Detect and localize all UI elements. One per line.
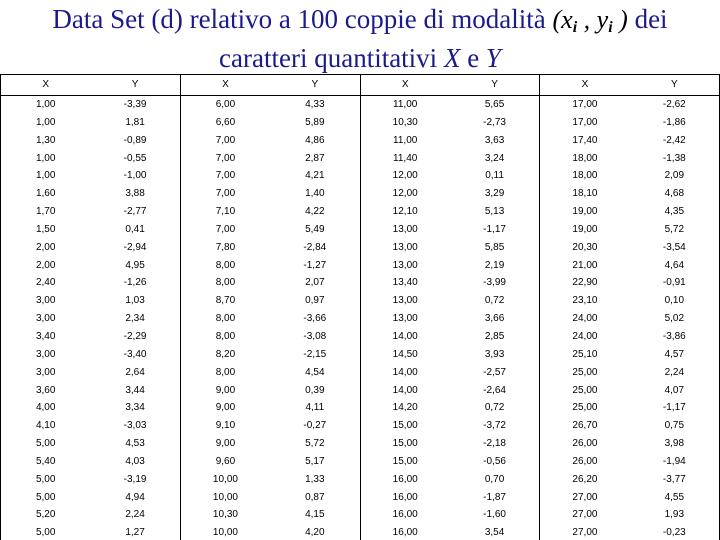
table-cell: 5,20 — [1, 506, 91, 524]
table-cell: 3,63 — [450, 132, 540, 150]
table-cell: 3,93 — [450, 346, 540, 364]
table-cell: 3,34 — [90, 399, 180, 417]
table-cell: -3,86 — [630, 328, 720, 346]
table-cell: 3,66 — [450, 310, 540, 328]
table-cell: 3,00 — [1, 292, 91, 310]
table-cell: 3,40 — [1, 328, 91, 346]
table-cell: -3,77 — [630, 471, 720, 489]
table-cell: -3,19 — [90, 471, 180, 489]
table-cell: 1,30 — [1, 132, 91, 150]
table-cell: 15,00 — [392, 438, 418, 450]
table-cell: 5,49 — [270, 221, 360, 239]
table-cell: 1,03 — [90, 292, 180, 310]
table-cell: 7,00 — [215, 170, 236, 182]
table-cell: 2,85 — [450, 328, 540, 346]
table-cell: 4,00 — [1, 399, 91, 417]
table-header-row — [1, 75, 720, 96]
table-cell: 4,94 — [90, 489, 180, 507]
math-mid: , y — [577, 5, 609, 34]
table-cell: -2,64 — [450, 382, 540, 400]
table-cell: 14,50 — [392, 348, 418, 360]
table-cell: 13,40 — [392, 277, 418, 289]
table-cell: -3,54 — [630, 239, 720, 257]
table-cell: -3,72 — [450, 417, 540, 435]
table-cell: -0,55 — [90, 150, 180, 168]
title-math — [553, 5, 628, 34]
table-cell: 4,54 — [270, 364, 360, 382]
table-cell: 4,07 — [630, 382, 720, 400]
table-cell: -2,57 — [450, 364, 540, 382]
table-cell: 14,00 — [392, 384, 418, 396]
table-cell: 1,27 — [90, 524, 180, 540]
table-cell: -2,15 — [270, 346, 360, 364]
table-cell: 14,00 — [392, 366, 418, 378]
column-header: Y — [450, 75, 540, 96]
table-cell: 0,39 — [270, 382, 360, 400]
table-row — [1, 471, 720, 489]
table-cell: 1,33 — [270, 471, 360, 489]
table-cell: 5,65 — [450, 96, 540, 114]
title-text: e — [460, 43, 486, 73]
table-cell: 25,10 — [572, 348, 598, 360]
table-cell: 26,70 — [572, 420, 598, 432]
title-text: dei — [627, 4, 668, 34]
table-cell: 17,00 — [572, 99, 598, 110]
table-cell: 17,40 — [572, 134, 598, 146]
table-cell: 7,00 — [215, 134, 236, 146]
table-cell: 5,00 — [1, 489, 91, 507]
table-cell: 27,00 — [572, 509, 598, 521]
table-row — [1, 310, 720, 328]
table-cell: 0,11 — [450, 167, 540, 185]
column-header: Y — [270, 75, 360, 96]
table-cell: 5,02 — [630, 310, 720, 328]
table-cell: -3,66 — [270, 310, 360, 328]
table-cell: 10,30 — [212, 509, 238, 521]
table-cell: 16,00 — [392, 491, 418, 503]
table-cell: 8,00 — [215, 259, 236, 271]
table-row — [1, 489, 720, 507]
title-line-2 — [0, 43, 720, 74]
table-cell: 1,40 — [270, 185, 360, 203]
title-var-y: Y — [485, 43, 501, 73]
table-cell: 2,09 — [630, 167, 720, 185]
table-cell: -2,73 — [450, 114, 540, 132]
table-cell: -2,29 — [90, 328, 180, 346]
table-cell: -2,94 — [90, 239, 180, 257]
table-cell: 3,24 — [450, 150, 540, 168]
table-cell: -1,00 — [90, 167, 180, 185]
table-row — [1, 382, 720, 400]
table-cell: 1,00 — [1, 167, 91, 185]
table-row — [1, 185, 720, 203]
table-row — [1, 150, 720, 168]
table-cell: 9,60 — [215, 455, 236, 467]
table-row — [1, 435, 720, 453]
math-close: ) — [612, 5, 628, 34]
table-cell: 7,00 — [215, 223, 236, 235]
title-line-1 — [0, 4, 720, 43]
table-cell: 8,70 — [215, 295, 236, 307]
table-cell: 1,70 — [1, 203, 91, 221]
table-cell: 5,72 — [270, 435, 360, 453]
table-row — [1, 346, 720, 364]
table-cell: 0,70 — [450, 471, 540, 489]
table-cell: 11,00 — [393, 134, 418, 146]
column-header: X — [1, 75, 91, 96]
table-row — [1, 328, 720, 346]
table-cell: 0,97 — [270, 292, 360, 310]
table-cell: 5,13 — [450, 203, 540, 221]
table-cell: 3,00 — [1, 346, 91, 364]
table-cell: 7,10 — [215, 206, 236, 218]
column-header: X — [540, 75, 630, 96]
table-cell: 5,72 — [630, 221, 720, 239]
table-cell: 0,72 — [450, 399, 540, 417]
table-cell: 16,00 — [392, 509, 418, 521]
table-row — [1, 167, 720, 185]
table-cell: -2,84 — [270, 239, 360, 257]
table-cell: 2,24 — [630, 364, 720, 382]
table-cell: 15,00 — [392, 455, 418, 467]
table-cell: 3,44 — [90, 382, 180, 400]
table-cell: 4,55 — [630, 489, 720, 507]
table-cell: 4,86 — [270, 132, 360, 150]
table-cell: 8,00 — [215, 313, 236, 325]
table-cell: 13,00 — [392, 313, 418, 325]
table-row — [1, 292, 720, 310]
table-cell: -2,42 — [630, 132, 720, 150]
table-cell: 2,64 — [90, 364, 180, 382]
table-cell: 10,00 — [212, 527, 238, 539]
table-cell: 4,64 — [630, 257, 720, 275]
math-subscript: i — [572, 19, 578, 36]
table-cell: 18,00 — [572, 152, 598, 164]
table-cell: 4,10 — [1, 417, 91, 435]
table-row — [1, 399, 720, 417]
table-cell: -3,39 — [90, 96, 180, 114]
table-cell: 2,00 — [1, 239, 91, 257]
table-cell: 4,35 — [630, 203, 720, 221]
table-cell: -1,17 — [450, 221, 540, 239]
table-cell: -0,91 — [630, 274, 720, 292]
column-header: Y — [90, 75, 180, 96]
table-cell: 4,22 — [270, 203, 360, 221]
table-row — [1, 506, 720, 524]
table-cell: 11,00 — [393, 99, 418, 110]
table-cell: 26,20 — [572, 473, 598, 485]
table-cell: 4,20 — [270, 524, 360, 540]
table-cell: 2,24 — [90, 506, 180, 524]
table-cell: -0,56 — [450, 453, 540, 471]
table-cell: 8,00 — [215, 277, 236, 289]
table-cell: -1,27 — [270, 257, 360, 275]
table-cell: 9,00 — [215, 384, 236, 396]
table-cell: 5,85 — [450, 239, 540, 257]
table-cell: 1,50 — [1, 221, 91, 239]
table-cell: 8,00 — [215, 366, 236, 378]
table-cell: 13,00 — [392, 295, 418, 307]
table-cell: 2,34 — [90, 310, 180, 328]
table-cell: 3,88 — [90, 185, 180, 203]
table-cell: 14,00 — [392, 330, 418, 342]
table-cell: 4,57 — [630, 346, 720, 364]
math-open: (x — [552, 5, 573, 34]
table-cell: 10,30 — [392, 116, 418, 128]
table-cell: 10,00 — [212, 473, 238, 485]
table-cell: 1,93 — [630, 506, 720, 524]
table-cell: 13,00 — [392, 241, 418, 253]
table-row — [1, 417, 720, 435]
table-row — [1, 221, 720, 239]
table-row — [1, 274, 720, 292]
table-cell: 3,54 — [450, 524, 540, 540]
table-row — [1, 239, 720, 257]
table-cell: 4,95 — [90, 257, 180, 275]
table-cell: 1,00 — [1, 150, 91, 168]
table-row — [1, 364, 720, 382]
table-cell: 24,00 — [572, 330, 598, 342]
table-row — [1, 114, 720, 132]
data-table — [0, 74, 720, 540]
table-cell: 3,00 — [1, 310, 91, 328]
table-cell: 2,00 — [1, 257, 91, 275]
table-cell: 9,10 — [215, 420, 236, 432]
table-row — [1, 524, 720, 540]
table-row — [1, 453, 720, 471]
table-cell: 12,00 — [392, 170, 418, 182]
table-cell: -1,87 — [450, 489, 540, 507]
table-cell: 0,87 — [270, 489, 360, 507]
table-cell: 7,80 — [215, 241, 236, 253]
table-cell: 4,03 — [90, 453, 180, 471]
table-cell: 4,21 — [270, 167, 360, 185]
table-cell: -1,38 — [630, 150, 720, 168]
table-cell: 1,81 — [90, 114, 180, 132]
table-cell: 15,00 — [392, 420, 418, 432]
table-cell: 4,11 — [270, 399, 360, 417]
table-row — [1, 203, 720, 221]
table-cell: 6,60 — [215, 116, 236, 128]
table-cell: 18,10 — [572, 188, 598, 200]
table-cell: 5,00 — [1, 435, 91, 453]
table-cell: 1,00 — [1, 96, 91, 114]
table-cell: -1,86 — [630, 114, 720, 132]
table-cell: 26,00 — [572, 455, 598, 467]
table-cell: 27,00 — [572, 491, 598, 503]
table-cell: 11,40 — [393, 152, 418, 164]
title-var-x: X — [443, 43, 461, 73]
table-cell: 7,00 — [215, 152, 236, 164]
table-cell: 0,10 — [630, 292, 720, 310]
title-text: Data Set (d) relativo a 100 coppie di modalità — [52, 4, 553, 34]
table-body — [1, 96, 720, 540]
table-cell: 6,00 — [215, 99, 236, 110]
table-cell: 14,20 — [392, 402, 418, 414]
table-cell: 26,00 — [572, 438, 598, 450]
table-cell: -3,40 — [90, 346, 180, 364]
table-cell: 2,19 — [450, 257, 540, 275]
data-table-container — [0, 74, 720, 540]
table-cell: -2,62 — [630, 96, 720, 114]
table-cell: 22,90 — [572, 277, 598, 289]
table-cell: 0,75 — [630, 417, 720, 435]
table-cell: 13,00 — [392, 223, 418, 235]
column-header: X — [180, 75, 270, 96]
table-cell: 3,98 — [630, 435, 720, 453]
table-row — [1, 96, 720, 114]
table-cell: 0,72 — [450, 292, 540, 310]
table-cell: 21,00 — [572, 259, 598, 271]
table-cell: -0,27 — [270, 417, 360, 435]
table-cell: 13,00 — [392, 259, 418, 271]
table-cell: 12,10 — [392, 206, 418, 218]
table-cell: 3,29 — [450, 185, 540, 203]
table-cell: -3,99 — [450, 274, 540, 292]
table-cell: 7,00 — [215, 188, 236, 200]
table-cell: -1,94 — [630, 453, 720, 471]
table-cell: 9,00 — [215, 402, 236, 414]
math-subscript: i — [608, 19, 613, 36]
table-cell: 10,00 — [212, 491, 238, 503]
table-cell: 9,00 — [215, 438, 236, 450]
table-cell: 4,33 — [270, 96, 360, 114]
table-cell: -1,60 — [450, 506, 540, 524]
table-cell: 5,00 — [1, 471, 91, 489]
table-cell: -2,77 — [90, 203, 180, 221]
table-cell: -0,23 — [630, 524, 720, 540]
table-row — [1, 132, 720, 150]
table-cell: 2,87 — [270, 150, 360, 168]
table-cell: 1,60 — [1, 185, 91, 203]
table-cell: 4,53 — [90, 435, 180, 453]
table-cell: 0,41 — [90, 221, 180, 239]
table-cell: 5,89 — [270, 114, 360, 132]
table-cell: 17,00 — [572, 116, 598, 128]
table-cell: 1,00 — [1, 114, 91, 132]
table-cell: 16,00 — [392, 527, 418, 539]
column-header: X — [360, 75, 450, 96]
table-cell: -3,08 — [270, 328, 360, 346]
table-cell: 2,40 — [1, 274, 91, 292]
table-cell: -2,18 — [450, 435, 540, 453]
title-text: caratteri quantitativi — [219, 43, 444, 73]
table-cell: 19,00 — [572, 206, 598, 218]
table-cell: -0,89 — [90, 132, 180, 150]
table-cell: 3,00 — [1, 364, 91, 382]
table-cell: 5,00 — [1, 524, 91, 540]
column-header: Y — [630, 75, 720, 96]
table-cell: 16,00 — [392, 473, 418, 485]
table-cell: -1,26 — [90, 274, 180, 292]
table-cell: 3,60 — [1, 382, 91, 400]
table-cell: 8,00 — [215, 330, 236, 342]
table-cell: 18,00 — [572, 170, 598, 182]
table-cell: 8,20 — [215, 348, 236, 360]
table-cell: 19,00 — [572, 223, 598, 235]
table-cell: 5,17 — [270, 453, 360, 471]
table-cell: 5,40 — [1, 453, 91, 471]
table-cell: -3,03 — [90, 417, 180, 435]
table-cell: -1,17 — [630, 399, 720, 417]
table-cell: 25,00 — [572, 366, 598, 378]
page-title — [0, 4, 720, 74]
table-cell: 24,00 — [572, 313, 598, 325]
table-cell: 4,15 — [270, 506, 360, 524]
table-row — [1, 257, 720, 275]
table-cell: 27,00 — [572, 527, 598, 539]
table-cell: 2,07 — [270, 274, 360, 292]
table-cell: 4,68 — [630, 185, 720, 203]
table-cell: 25,00 — [572, 402, 598, 414]
table-cell: 23,10 — [572, 295, 598, 307]
table-cell: 12,00 — [392, 188, 418, 200]
table-cell: 25,00 — [572, 384, 598, 396]
table-cell: 20,30 — [572, 241, 598, 253]
